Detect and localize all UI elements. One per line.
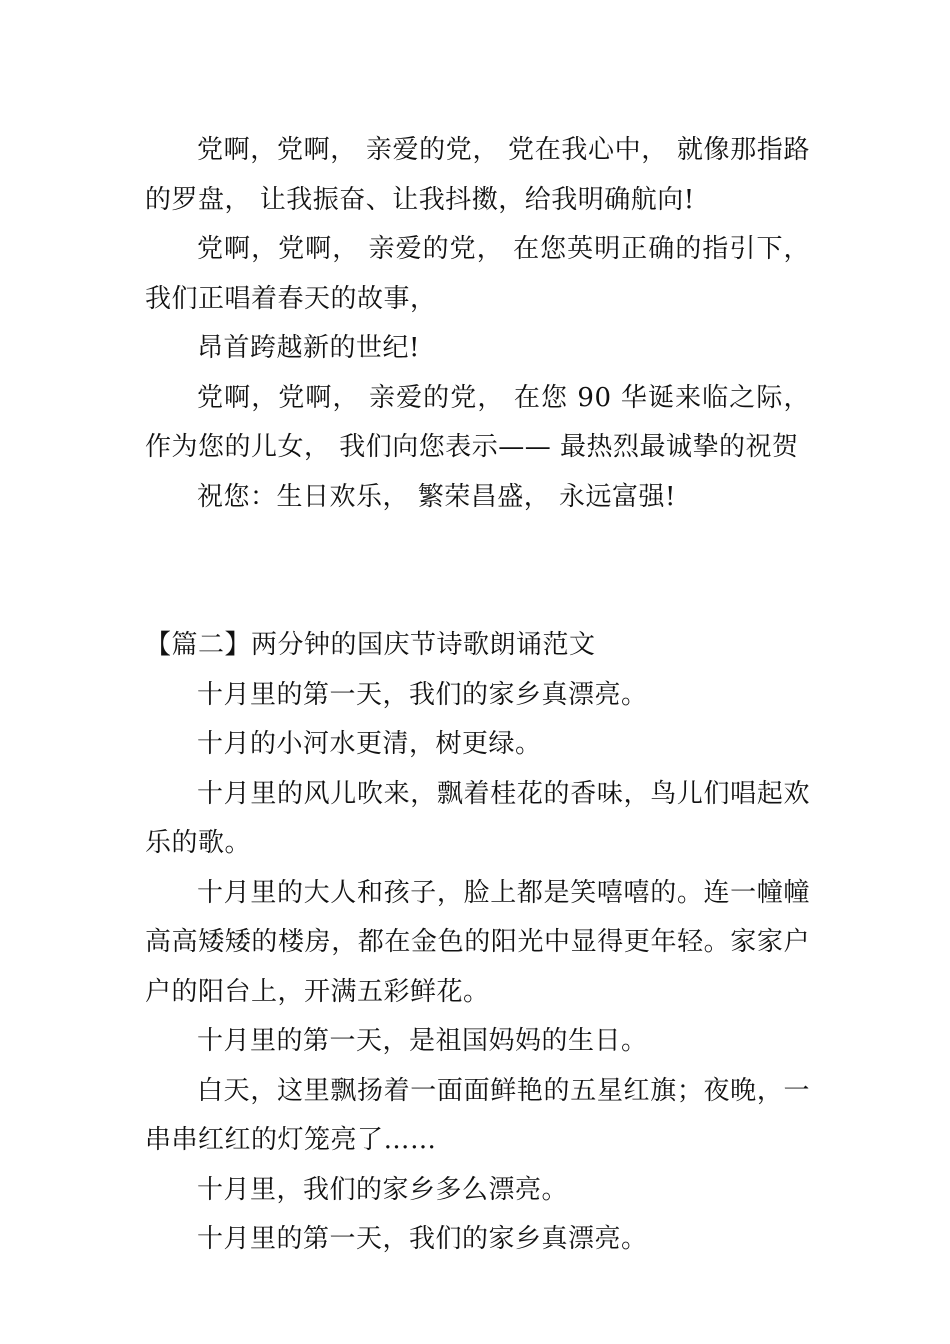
poem-paragraph: 十月的小河水更清，树更绿。 (197, 729, 542, 759)
section-gap (145, 522, 810, 621)
poem-paragraph: 党啊，党啊， 亲爱的党， 在您英明正确的指引下，我们正唱着春天的故事， (145, 234, 810, 314)
poem-paragraph: 白天，这里飘扬着一面面鲜艳的五星红旗；夜晚，一串串红红的灯笼亮了…… (145, 1075, 810, 1155)
poem-paragraph: 党啊，党啊， 亲爱的党， 党在我心中， 就像那指路的罗盘， 让我振奋、让我抖擞，给我明确航向! (145, 135, 810, 215)
section-heading: 【篇二】两分钟的国庆节诗歌朗诵范文 (145, 630, 596, 660)
poem-paragraph: 昂首跨越新的世纪! (197, 333, 420, 363)
poem-paragraph: 十月里的第一天，我们的家乡真漂亮。 (197, 1224, 648, 1254)
poem-paragraph: 十月里，我们的家乡多么漂亮。 (197, 1174, 569, 1205)
poem-paragraph: 十月里的第一天，是祖国妈妈的生日。 (197, 1026, 648, 1056)
poem-paragraph: 十月里的风儿吹来，飘着桂花的香味，鸟儿们唱起欢乐的歌。 (145, 778, 810, 858)
poem-paragraph: 党啊，党啊， 亲爱的党， 在您 90 华诞来临之际， 作为您的儿女， 我们向您表示—— 最热烈最诚挚的祝贺 (145, 382, 810, 462)
poem-paragraph: 十月里的大人和孩子，脸上都是笑嘻嘻的。连一幢幢高高矮矮的楼房，都在金色的阳光中显得更年轻。家家户户的阳台上，开满五彩鲜花。 (145, 877, 810, 1007)
poem-paragraph: 祝您：生日欢乐， 繁荣昌盛， 永远富强! (197, 481, 676, 512)
poem-paragraph: 十月里的第一天，我们的家乡真漂亮。 (197, 679, 648, 710)
document-body (145, 126, 810, 1265)
